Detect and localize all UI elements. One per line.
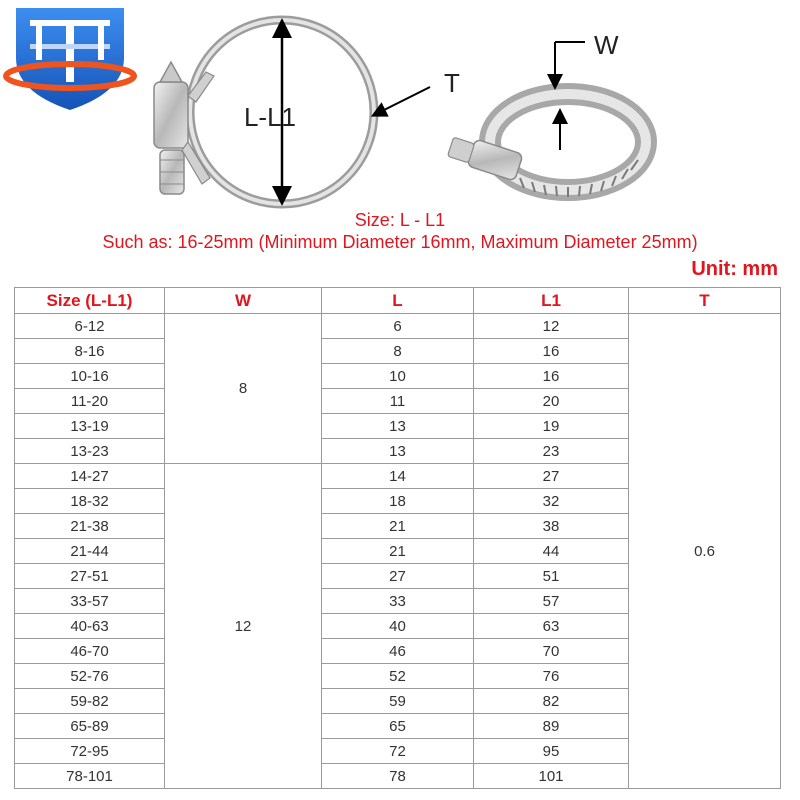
cell-l: 33 — [322, 589, 474, 614]
cell-l1: 38 — [474, 514, 629, 539]
cell-l1: 76 — [474, 664, 629, 689]
cell-l: 11 — [322, 389, 474, 414]
table-body — [15, 314, 781, 789]
cell-l: 13 — [322, 414, 474, 439]
cell-l: 65 — [322, 714, 474, 739]
diagram-label-l-l1: L-L1 — [243, 102, 297, 132]
cell-size: 52-76 — [15, 664, 165, 689]
cell-l: 59 — [322, 689, 474, 714]
cell-t: 0.6 — [629, 314, 781, 789]
cell-l: 8 — [322, 339, 474, 364]
header-l: L — [322, 288, 474, 314]
cell-l1: 19 — [474, 414, 629, 439]
header-size: Size (L-L1) — [15, 288, 165, 314]
cell-l1: 82 — [474, 689, 629, 714]
cell-size: 8-16 — [15, 339, 165, 364]
cell-l1: 16 — [474, 364, 629, 389]
brand-logo — [6, 8, 134, 110]
cell-l: 46 — [322, 639, 474, 664]
cell-size: 72-95 — [15, 739, 165, 764]
header-l1: L1 — [474, 288, 629, 314]
cell-l1: 32 — [474, 489, 629, 514]
cell-l: 10 — [322, 364, 474, 389]
cell-size: 59-82 — [15, 689, 165, 714]
cell-l1: 57 — [474, 589, 629, 614]
cell-l: 13 — [322, 439, 474, 464]
cell-l1: 101 — [474, 764, 629, 789]
size-spec-table — [14, 287, 781, 789]
diagram-label-w: W — [594, 30, 619, 60]
cell-size: 6-12 — [15, 314, 165, 339]
cell-l: 40 — [322, 614, 474, 639]
cell-size: 18-32 — [15, 489, 165, 514]
product-diagram — [0, 0, 800, 210]
cell-size: 11-20 — [15, 389, 165, 414]
cell-l: 21 — [322, 539, 474, 564]
clamp-side-view — [447, 42, 646, 197]
cell-l1: 20 — [474, 389, 629, 414]
cell-size: 40-63 — [15, 614, 165, 639]
cell-l: 52 — [322, 664, 474, 689]
cell-l: 18 — [322, 489, 474, 514]
cell-l: 21 — [322, 514, 474, 539]
cell-l: 27 — [322, 564, 474, 589]
cell-l: 6 — [322, 314, 474, 339]
table-row — [15, 314, 781, 339]
cell-size: 27-51 — [15, 564, 165, 589]
table-header-row — [15, 288, 781, 314]
cell-size: 13-19 — [15, 414, 165, 439]
cell-l: 72 — [322, 739, 474, 764]
cell-size: 21-38 — [15, 514, 165, 539]
cell-l1: 16 — [474, 339, 629, 364]
cell-l1: 95 — [474, 739, 629, 764]
cell-w: 8 — [165, 314, 322, 464]
cell-w: 12 — [165, 464, 322, 789]
cell-size: 78-101 — [15, 764, 165, 789]
cell-size: 21-44 — [15, 539, 165, 564]
cell-size: 46-70 — [15, 639, 165, 664]
cell-size: 10-16 — [15, 364, 165, 389]
size-example-caption: Such as: 16-25mm (Minimum Diameter 16mm, Maximum Diameter 25mm) — [102, 232, 698, 252]
header-t: T — [629, 288, 781, 314]
cell-size: 33-57 — [15, 589, 165, 614]
size-formula-caption: Size: L - L1 — [354, 210, 446, 230]
cell-l1: 12 — [474, 314, 629, 339]
cell-l1: 70 — [474, 639, 629, 664]
cell-l: 14 — [322, 464, 474, 489]
cell-l1: 51 — [474, 564, 629, 589]
cell-size: 65-89 — [15, 714, 165, 739]
cell-l1: 27 — [474, 464, 629, 489]
cell-l1: 44 — [474, 539, 629, 564]
cell-l1: 89 — [474, 714, 629, 739]
cell-l1: 63 — [474, 614, 629, 639]
header-w: W — [165, 288, 322, 314]
cell-l: 78 — [322, 764, 474, 789]
cell-l1: 23 — [474, 439, 629, 464]
cell-size: 14-27 — [15, 464, 165, 489]
diagram-label-t: T — [444, 68, 460, 98]
cell-size: 13-23 — [15, 439, 165, 464]
unit-label: Unit: mm — [691, 258, 778, 280]
